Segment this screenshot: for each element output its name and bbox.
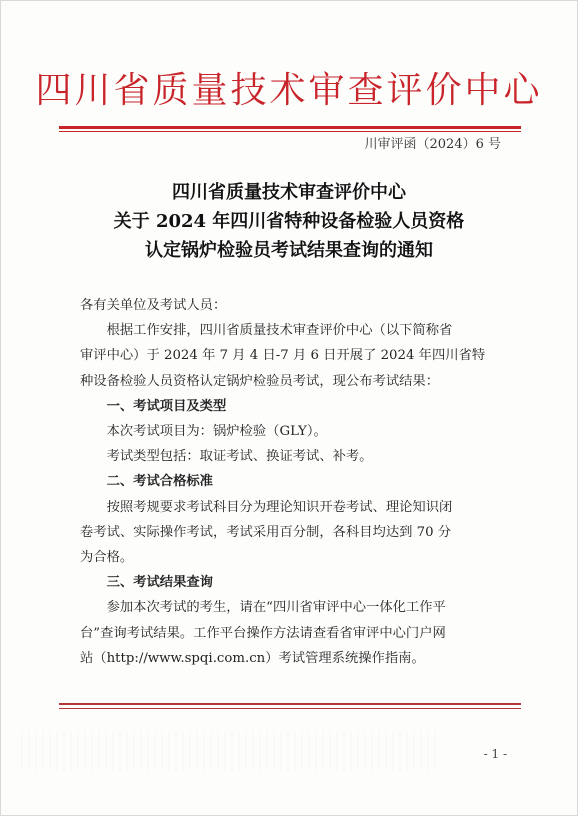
- scan-artifact: [21, 731, 441, 771]
- paragraph-line: 审评中心）于 2024 年 7 月 4 日-7 月 6 日开展了 2024 年四川省特: [80, 348, 486, 364]
- paragraph-line: 根据工作安排，四川省质量技术审查评价中心（以下简称省: [106, 323, 453, 339]
- footer-rule-thick: [59, 703, 521, 705]
- paragraph-line: 台”查询考试结果。工作平台操作方法请查看省审评中心门户网: [80, 625, 446, 641]
- page-number: - 1 -: [483, 747, 507, 761]
- section-paragraph: [80, 419, 500, 444]
- paragraph-line: 为合格。: [80, 550, 134, 566]
- section-heading: 三、考试结果查询: [106, 575, 213, 591]
- section-paragraph: [80, 444, 500, 469]
- section-heading: 二、考试合格标准: [106, 474, 213, 490]
- masthead-rule-thin: [59, 131, 521, 132]
- paragraph-line: 站（http://www.spqi.com.cn）考试管理系统操作指南。: [80, 650, 425, 666]
- paragraph-line: 考试类型包括：取证考试、换证考试、补考。: [106, 449, 373, 465]
- masthead-rule-thick: [59, 126, 521, 129]
- title-line: 关于 2024 年四川省特种设备检验人员资格: [113, 211, 465, 232]
- section-heading: 一、考试项目及类型: [106, 398, 227, 414]
- footer-rule-thin: [59, 708, 521, 709]
- paragraph-line: 卷考试、实际操作考试，考试采用百分制，各科目均达到 70 分: [80, 524, 452, 540]
- section-paragraph: [80, 595, 500, 671]
- paragraph-line: 按照考规要求考试科目分为理论知识开卷考试、理论知识闭: [106, 499, 453, 515]
- paragraph-line: 本次考试项目为：锅炉检验（GLY）。: [106, 424, 327, 440]
- document-body: [80, 293, 500, 671]
- salutation-line: 各有关单位及考试人员：: [80, 298, 227, 313]
- title-line: 四川省质量技术审查评价中心: [172, 182, 406, 203]
- salutation: [80, 293, 500, 318]
- masthead: 四川省质量技术审查评价中心: [35, 70, 543, 111]
- section-paragraph: [80, 495, 500, 571]
- paragraph-line: 参加本次考试的考生，请在“四川省审评中心一体化工作平: [106, 600, 446, 616]
- document-number: 川审评函（2024）6 号: [364, 137, 501, 152]
- document-title: [1, 178, 577, 265]
- intro-paragraph: [80, 318, 500, 394]
- paragraph-line: 种设备检验人员资格认定锅炉检验员考试，现公布考试结果：: [80, 373, 440, 389]
- title-line: 认定锅炉检验员考试结果查询的通知: [145, 240, 433, 261]
